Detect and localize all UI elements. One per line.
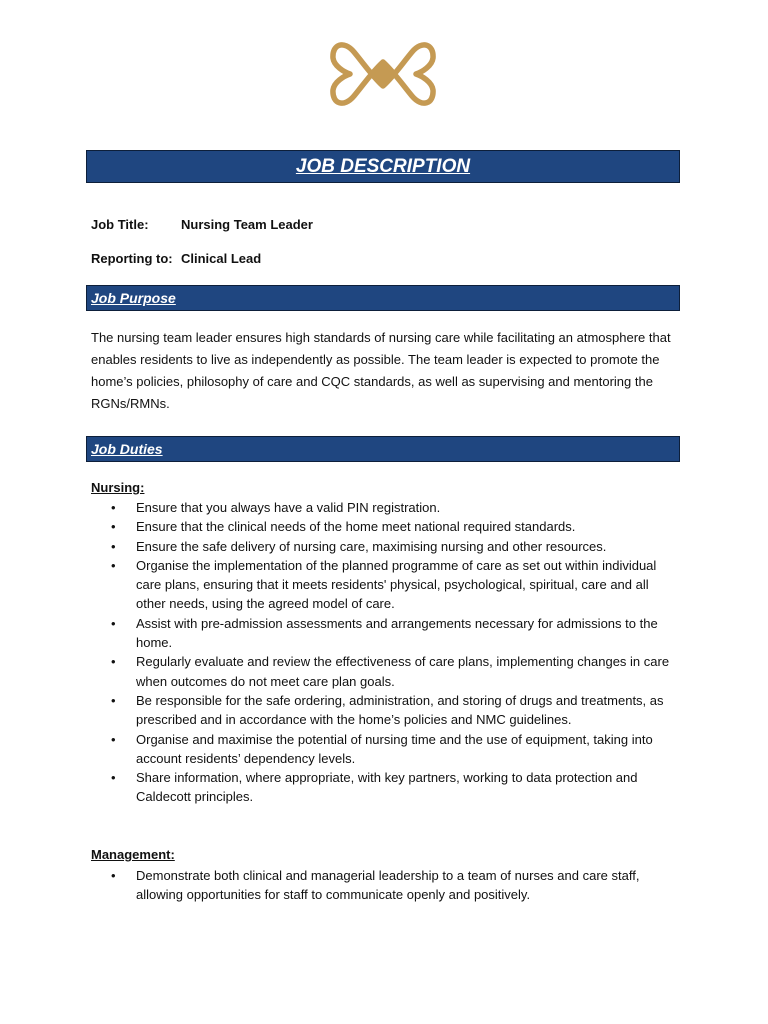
reporting-to-field	[91, 251, 261, 266]
nursing-duties-list	[91, 498, 681, 807]
job-purpose-heading: Job Purpose	[86, 285, 680, 311]
reporting-to-value: Clinical Lead	[181, 251, 262, 266]
list-item: • Organise the implementation of the planned programme of care as set out within individual care plans, ensuring that it meets residents' physical, psychological, spiritual, care and all other needs, using the agreed model of care.	[91, 556, 681, 614]
interlocking-hearts-icon	[328, 34, 438, 114]
list-item: • Demonstrate both clinical and managerial leadership to a team of nurses and care staff, allowing opportunities for staff to communicate openly and positively.	[91, 866, 681, 905]
list-item: • Regularly evaluate and review the effectiveness of care plans, implementing changes in care when outcomes do not meet care plan goals.	[91, 652, 681, 691]
list-item: • Ensure that the clinical needs of the home meet national required standards.	[91, 517, 681, 536]
list-item: • Ensure that you always have a valid PIN registration.	[91, 498, 681, 517]
reporting-to-label: Reporting to:	[91, 251, 173, 266]
job-title-field	[91, 217, 313, 232]
page-title: JOB DESCRIPTION	[86, 150, 680, 183]
list-item: • Assist with pre-admission assessments and arrangements necessary for admissions to the home.	[91, 614, 681, 653]
list-item: • Organise and maximise the potential of nursing time and the use of equipment, taking into account residents’ dependency levels.	[91, 730, 681, 769]
management-duties-list	[91, 866, 681, 905]
list-item: • Be responsible for the safe ordering, administration, and storing of drugs and treatments, as prescribed and in accordance with the home’s policies and NMC guidelines.	[91, 691, 681, 730]
management-heading: Management:	[91, 847, 175, 862]
list-item: • Share information, where appropriate, with key partners, working to data protection and Caldecott principles.	[91, 768, 681, 807]
job-purpose-text: The nursing team leader ensures high standards of nursing care while facilitating an atmosphere that enables residents to live as independently as possible. The team leader is expected to promote the home’s policies, philosophy of care and CQC standards, as well as supervising and mentoring the RGNs/RMNs.	[91, 330, 671, 411]
job-title-label: Job Title:	[91, 217, 149, 232]
job-title-value: Nursing Team Leader	[181, 217, 313, 232]
list-item: • Ensure the safe delivery of nursing care, maximising nursing and other resources.	[91, 537, 681, 556]
job-duties-heading: Job Duties	[86, 436, 680, 462]
nursing-heading: Nursing:	[91, 480, 145, 495]
